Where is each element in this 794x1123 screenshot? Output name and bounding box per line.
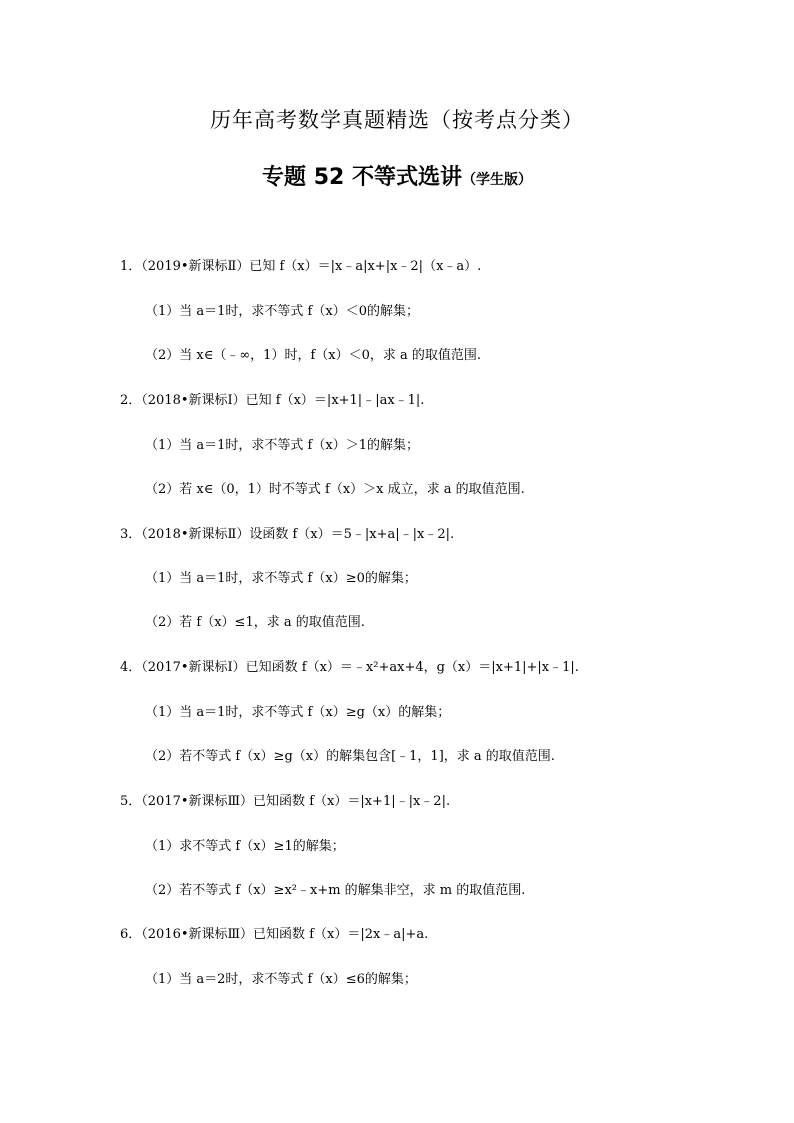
problem-4-stem: 4．（2017•新课标Ⅰ）已知函数 f（x）＝﹣x²+ax+4，g（x）＝|x+1|+|x﹣1|. [120,660,579,675]
problem-4-part-1: （1）当 a＝1时，求不等式 f（x）≥g（x）的解集； [145,705,451,720]
problem-2-stem: 2．（2018•新课标Ⅰ）已知 f（x）＝|x+1|﹣|ax﹣1|. [120,393,425,408]
problem-3-part-1: （1）当 a＝1时，求不等式 f（x）≥0的解集； [145,571,417,586]
problem-5-stem: 5．（2017•新课标Ⅲ）已知函数 f（x）＝|x+1|﹣|x﹣2|. [120,794,451,809]
problem-6-stem: 6．（2016•新课标Ⅲ）已知函数 f（x）＝|2x﹣a|+a. [120,927,429,942]
problem-1-part-2: （2）当 x∈（﹣∞，1）时，f（x）＜0，求 a 的取值范围. [145,348,482,363]
problem-5-part-1: （1）求不等式 f（x）≥1的解集； [145,839,345,854]
document-subtitle [0,160,794,191]
problem-5-part-2: （2）若不等式 f（x）≥x²﹣x+m 的解集非空，求 m 的取值范围. [145,883,526,898]
document-title: 历年高考数学真题精选（按考点分类） [210,108,584,132]
problem-1-stem: 1．（2019•新课标Ⅱ）已知 f（x）＝|x﹣a|x+|x﹣2|（x﹣a）. [120,259,482,274]
problem-4-part-2: （2）若不等式 f（x）≥g（x）的解集包含[﹣1，1]，求 a 的取值范围. [145,749,555,764]
subtitle-main: 专题 52 不等式选讲 [262,165,462,190]
problem-3-stem: 3．（2018•新课标Ⅱ）设函数 f（x）＝5﹣|x+a|﹣|x﹣2|. [120,527,455,542]
problem-1-part-1: （1）当 a＝1时，求不等式 f（x）＜0的解集； [145,304,419,319]
problem-2-part-1: （1）当 a＝1时，求不等式 f（x）＞1的解集； [145,438,419,453]
problem-3-part-2: （2）若 f（x）≤1，求 a 的取值范围. [145,615,365,630]
subtitle-edition: （学生版） [461,172,532,188]
problem-2-part-2: （2）若 x∈（0，1）时不等式 f（x）＞x 成立，求 a 的取值范围. [145,482,525,497]
problem-6-part-1: （1）当 a＝2时，求不等式 f（x）≤6的解集； [145,972,417,987]
